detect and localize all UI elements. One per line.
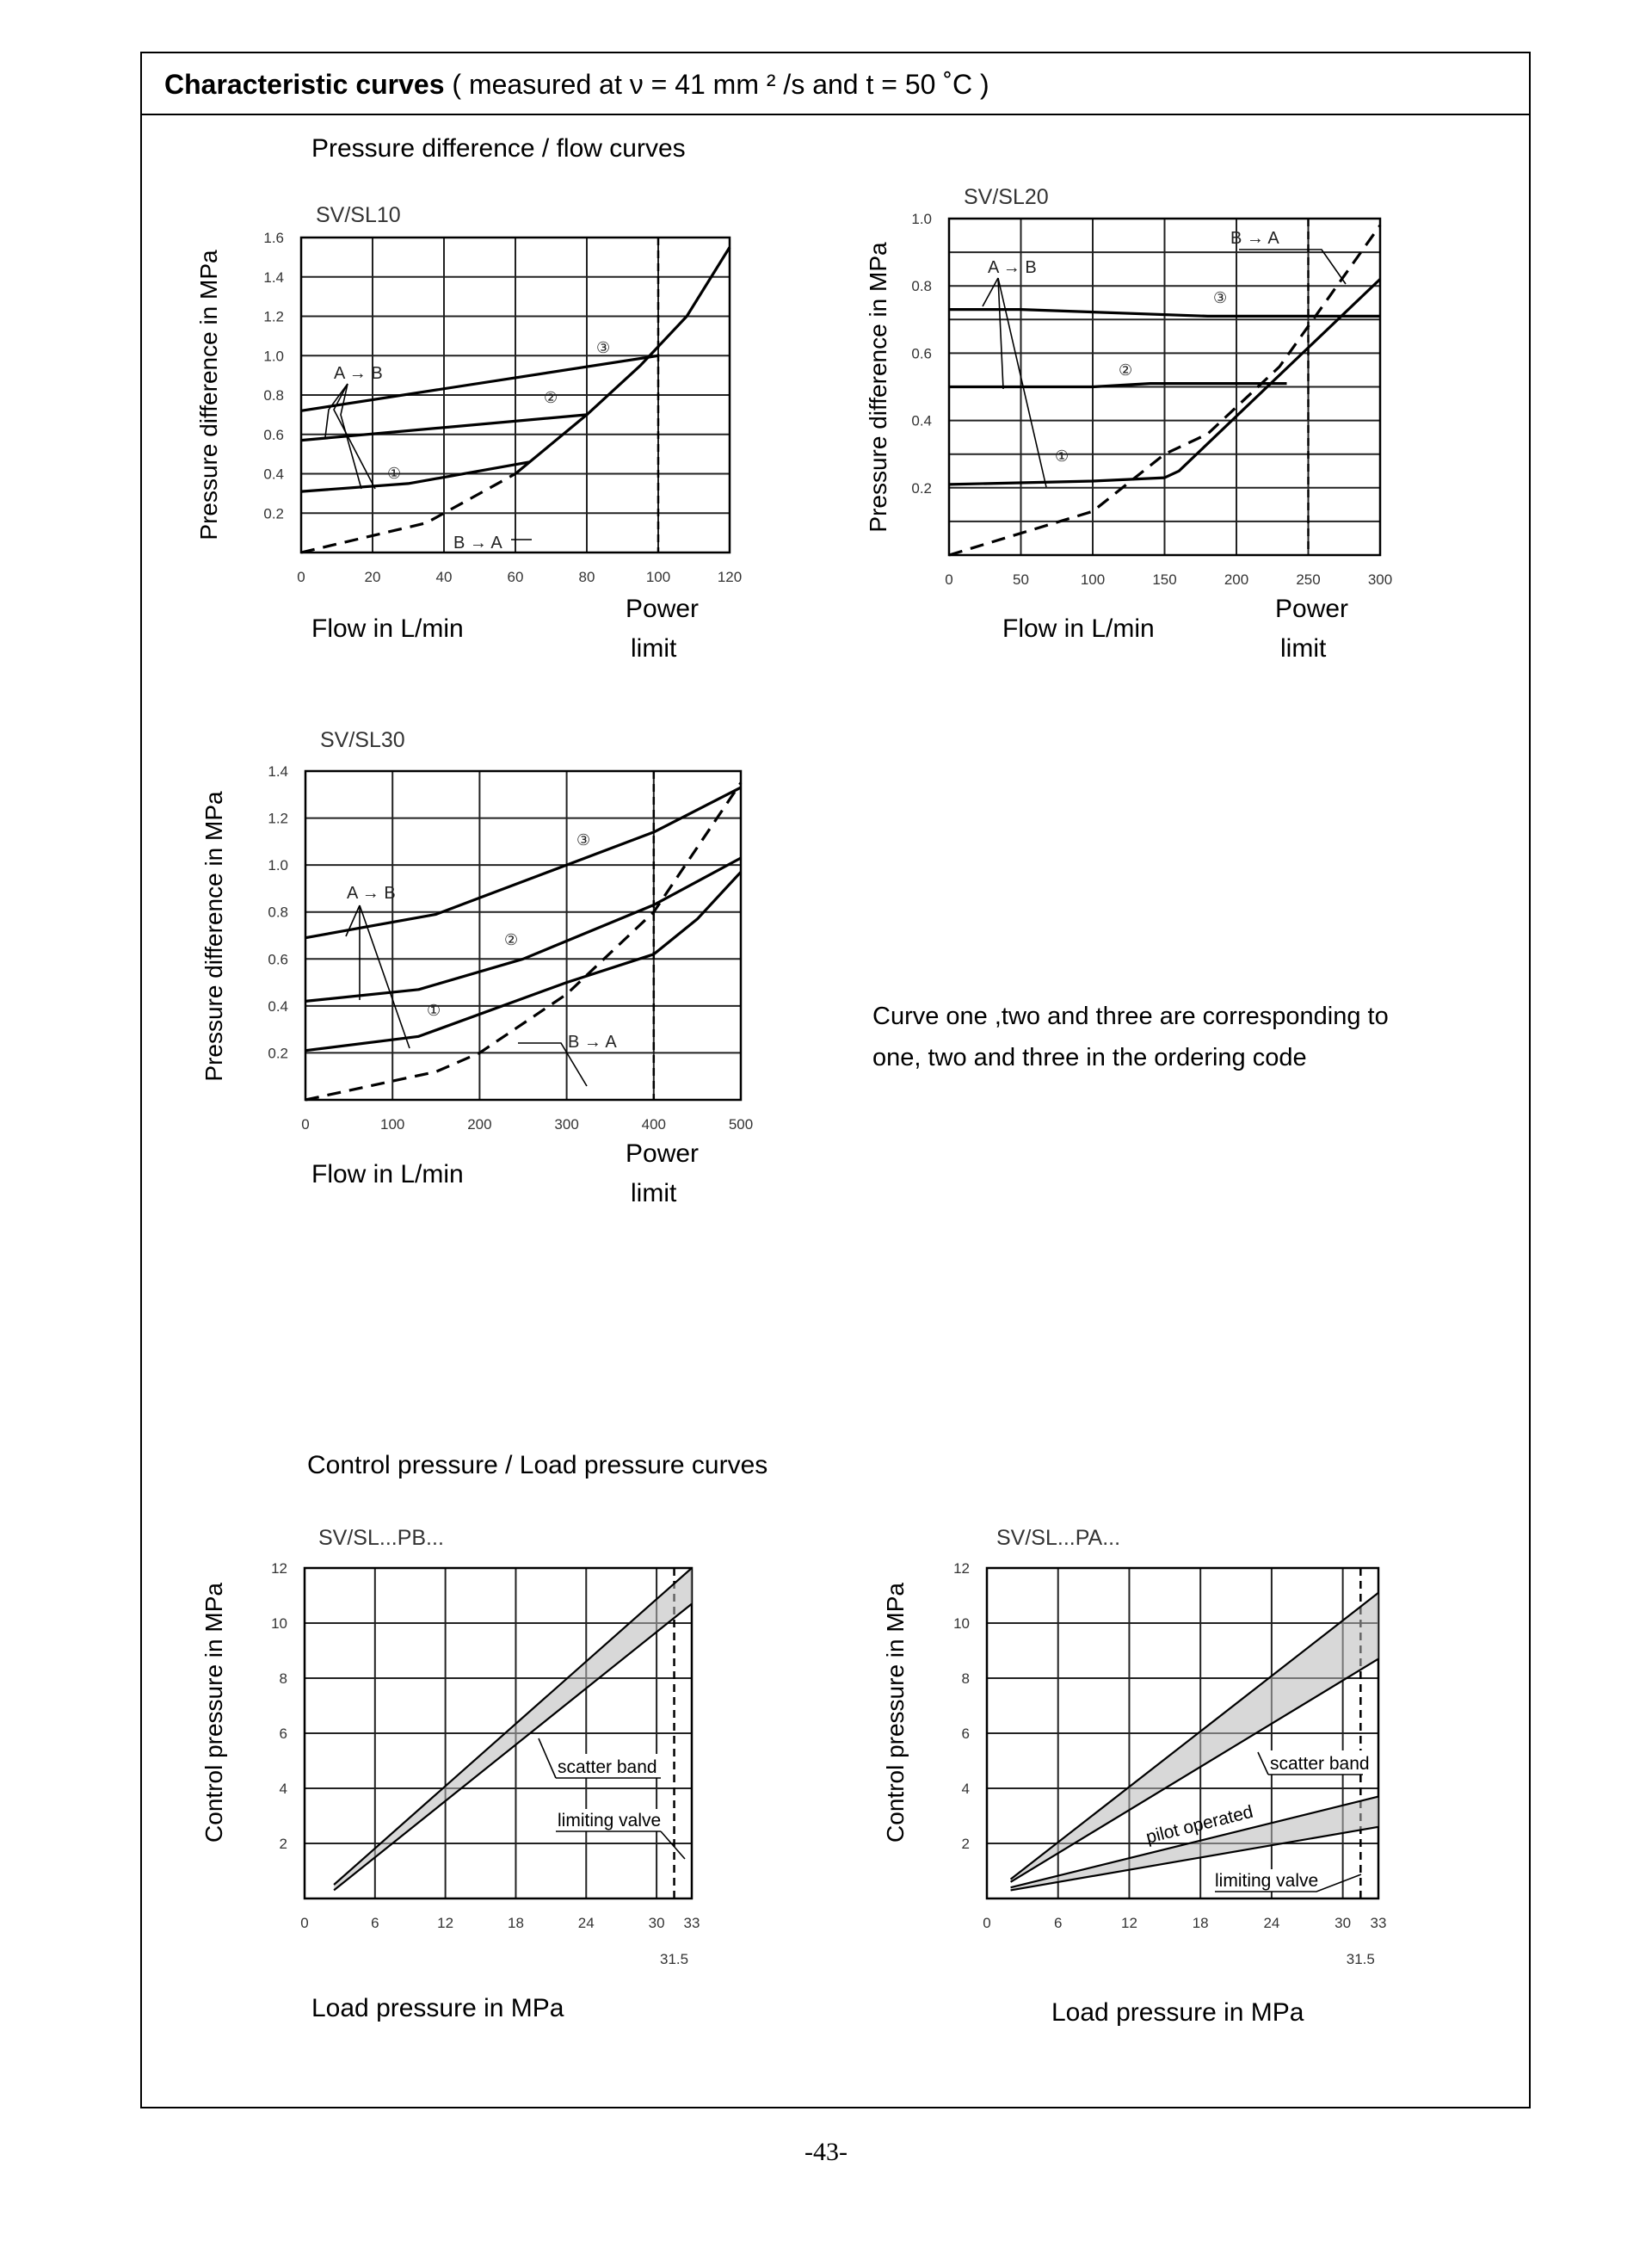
y-tick-label: 0.2 bbox=[268, 1045, 288, 1062]
x-tick-label: 300 bbox=[1367, 571, 1393, 588]
power-limit-label: Power bbox=[626, 1139, 700, 1168]
y-tick-label: 0.4 bbox=[268, 997, 288, 1015]
chart-title: SV/SL30 bbox=[320, 728, 405, 752]
y-tick-label: 0.8 bbox=[911, 278, 932, 295]
x-tick-label: 500 bbox=[728, 1116, 754, 1133]
y-tick-label: 6 bbox=[961, 1726, 970, 1742]
section1-title: Pressure difference / flow curves bbox=[311, 134, 686, 163]
x-tick-label: 50 bbox=[1013, 571, 1029, 588]
y-tick-label: 0.6 bbox=[268, 951, 288, 968]
y-tick-label: 1.4 bbox=[263, 269, 284, 286]
band-lower-line-1 bbox=[334, 1604, 692, 1891]
chart-title: SV/SL...PA... bbox=[996, 1526, 1121, 1550]
y-tick-label: 1.4 bbox=[268, 763, 288, 780]
y-tick-label: 0.6 bbox=[263, 426, 284, 443]
power-limit-label: Power bbox=[1275, 595, 1349, 623]
label-curve-2: ② bbox=[504, 931, 519, 948]
y-tick-label: 1.2 bbox=[263, 308, 284, 325]
y-axis-label: Control pressure in MPa bbox=[882, 1583, 909, 1843]
label-curve-2: ② bbox=[544, 389, 558, 406]
label-curve-1: ① bbox=[387, 465, 402, 482]
label-curve-3: ③ bbox=[1213, 289, 1228, 306]
x-tick-label: 18 bbox=[1192, 1915, 1209, 1931]
label-curve-3: ③ bbox=[576, 831, 591, 849]
y-tick-label: 2 bbox=[961, 1836, 970, 1852]
chart-sv10 bbox=[195, 203, 742, 663]
x-tick-label: 30 bbox=[1335, 1915, 1352, 1931]
y-tick-label: 0.8 bbox=[263, 387, 284, 404]
x-tick-label: 33 bbox=[1370, 1915, 1387, 1931]
y-tick-label: 10 bbox=[953, 1615, 970, 1632]
x-tick-label: 6 bbox=[1053, 1915, 1063, 1931]
x-tick-label: 0 bbox=[983, 1915, 991, 1931]
chart-title: SV/SL10 bbox=[316, 203, 401, 227]
x-tick-label: 24 bbox=[1263, 1915, 1280, 1931]
y-axis-label: Pressure difference in MPa bbox=[200, 791, 227, 1082]
power-limit-label: limit bbox=[631, 1179, 677, 1207]
y-tick-label: 1.0 bbox=[263, 348, 284, 365]
power-limit-label: limit bbox=[631, 634, 677, 663]
x-tick-label: 12 bbox=[1120, 1915, 1137, 1931]
limiting-valve-label: limiting valve bbox=[1215, 1871, 1319, 1891]
label-b-to-a: B → A bbox=[1230, 229, 1279, 248]
x-tick-label: 400 bbox=[641, 1116, 666, 1133]
x-tick-label: 12 bbox=[437, 1915, 454, 1931]
label-a-to-b: A → B bbox=[988, 258, 1037, 277]
x-tick-label: 24 bbox=[577, 1915, 595, 1931]
x-tick-label: 120 bbox=[717, 569, 743, 585]
x-tick-label: 0 bbox=[301, 1116, 310, 1133]
x-tick-label: 0 bbox=[945, 571, 953, 588]
pilot-operated-label: pilot operated bbox=[1143, 1801, 1255, 1848]
y-tick-label: 1.0 bbox=[268, 857, 288, 874]
y-tick-label: 1.6 bbox=[263, 230, 284, 246]
x-tick-label: 60 bbox=[507, 569, 524, 585]
label-b-to-a: B → A bbox=[453, 534, 502, 553]
label-curve-1: ① bbox=[427, 1002, 441, 1019]
y-tick-label: 8 bbox=[279, 1670, 287, 1687]
label-curve-1: ① bbox=[1055, 448, 1069, 465]
y-tick-label: 6 bbox=[279, 1726, 287, 1742]
chart-title: SV/SL...PB... bbox=[318, 1526, 444, 1550]
power-limit-label: Power bbox=[626, 595, 700, 623]
series-line-0 bbox=[305, 787, 741, 938]
x-tick-label-extra: 31.5 bbox=[1346, 1951, 1375, 1967]
series-line-1 bbox=[305, 858, 741, 1001]
leader-scatter bbox=[539, 1738, 556, 1778]
y-tick-label: 1.2 bbox=[268, 810, 288, 827]
y-tick-label: 0.2 bbox=[263, 505, 284, 522]
leader-ab bbox=[360, 905, 410, 1048]
section2-title: Control pressure / Load pressure curves bbox=[307, 1451, 768, 1479]
x-tick-label: 150 bbox=[1152, 571, 1177, 588]
y-axis-label: Pressure difference in MPa bbox=[865, 242, 891, 533]
label-curve-3: ③ bbox=[596, 339, 611, 356]
x-tick-label: 200 bbox=[467, 1116, 492, 1133]
header-title-bold: Characteristic curves bbox=[164, 69, 445, 100]
limiting-valve-label: limiting valve bbox=[558, 1811, 662, 1830]
leader-limiting bbox=[661, 1831, 685, 1859]
x-axis-label: Load pressure in MPa bbox=[1051, 1998, 1304, 2027]
x-tick-label: 200 bbox=[1224, 571, 1249, 588]
x-tick-label: 33 bbox=[683, 1915, 700, 1931]
power-limit-label: limit bbox=[1280, 634, 1327, 663]
y-tick-label: 10 bbox=[271, 1615, 287, 1632]
ordering-note-line2: one, two and three in the ordering code bbox=[872, 1044, 1307, 1071]
y-tick-label: 12 bbox=[271, 1560, 287, 1577]
label-curve-2: ② bbox=[1119, 361, 1133, 379]
page-number: -43- bbox=[804, 2138, 848, 2166]
y-tick-label: 4 bbox=[961, 1781, 970, 1797]
x-axis-label: Flow in L/min bbox=[311, 614, 464, 643]
y-tick-label: 0.4 bbox=[911, 412, 932, 429]
y-tick-label: 0.4 bbox=[263, 466, 284, 483]
y-tick-label: 0.2 bbox=[911, 479, 932, 497]
y-tick-label: 12 bbox=[953, 1560, 970, 1577]
chart-sv20 bbox=[865, 185, 1392, 663]
label-a-to-b: A → B bbox=[347, 884, 396, 903]
x-tick-label: 30 bbox=[648, 1915, 665, 1931]
x-tick-label-extra: 31.5 bbox=[659, 1951, 689, 1967]
x-tick-label: 100 bbox=[1080, 571, 1106, 588]
chart-pb bbox=[200, 1526, 700, 2022]
leader-ab bbox=[346, 905, 360, 936]
chart-title: SV/SL20 bbox=[964, 185, 1049, 209]
ordering-note-line1: Curve one ,two and three are corresponding to bbox=[872, 1003, 1389, 1030]
y-axis-label: Control pressure in MPa bbox=[200, 1583, 227, 1843]
chart-sv30 bbox=[200, 728, 753, 1207]
y-tick-label: 0.8 bbox=[268, 904, 288, 921]
label-b-to-a: B → A bbox=[568, 1033, 617, 1052]
x-tick-label: 80 bbox=[578, 569, 595, 585]
chart-pa bbox=[882, 1526, 1386, 2027]
y-tick-label: 8 bbox=[961, 1670, 970, 1687]
x-axis-label: Flow in L/min bbox=[1002, 614, 1155, 643]
label-a-to-b: A → B bbox=[334, 364, 383, 383]
y-tick-label: 1.0 bbox=[911, 211, 932, 227]
x-tick-label: 100 bbox=[645, 569, 671, 585]
series-line-2 bbox=[301, 462, 530, 491]
header-conditions: ( measured at ν = 41 mm ² /s and t = 50 ˚C ) bbox=[452, 69, 989, 100]
leader-ba bbox=[1239, 250, 1346, 284]
y-axis-label: Pressure difference in MPa bbox=[195, 250, 222, 540]
x-tick-label: 18 bbox=[507, 1915, 524, 1931]
y-tick-label: 2 bbox=[279, 1836, 287, 1852]
x-axis-label: Flow in L/min bbox=[311, 1160, 464, 1188]
y-tick-label: 4 bbox=[279, 1781, 287, 1797]
x-tick-label: 0 bbox=[297, 569, 305, 585]
y-tick-label: 0.6 bbox=[911, 345, 932, 362]
scatter-band-label: scatter band bbox=[558, 1757, 657, 1777]
x-tick-label: 250 bbox=[1296, 571, 1321, 588]
x-tick-label: 6 bbox=[371, 1915, 379, 1931]
scatter-band-label: scatter band bbox=[1270, 1754, 1370, 1774]
x-tick-label: 0 bbox=[300, 1915, 309, 1931]
x-tick-label: 40 bbox=[435, 569, 453, 585]
band-upper-line-1 bbox=[334, 1568, 692, 1885]
x-tick-label: 20 bbox=[364, 569, 381, 585]
x-tick-label: 100 bbox=[380, 1116, 405, 1133]
x-tick-label: 300 bbox=[554, 1116, 579, 1133]
x-axis-label: Load pressure in MPa bbox=[311, 1994, 564, 2022]
leader-scatter bbox=[1258, 1752, 1268, 1775]
leader-ab bbox=[983, 278, 998, 306]
